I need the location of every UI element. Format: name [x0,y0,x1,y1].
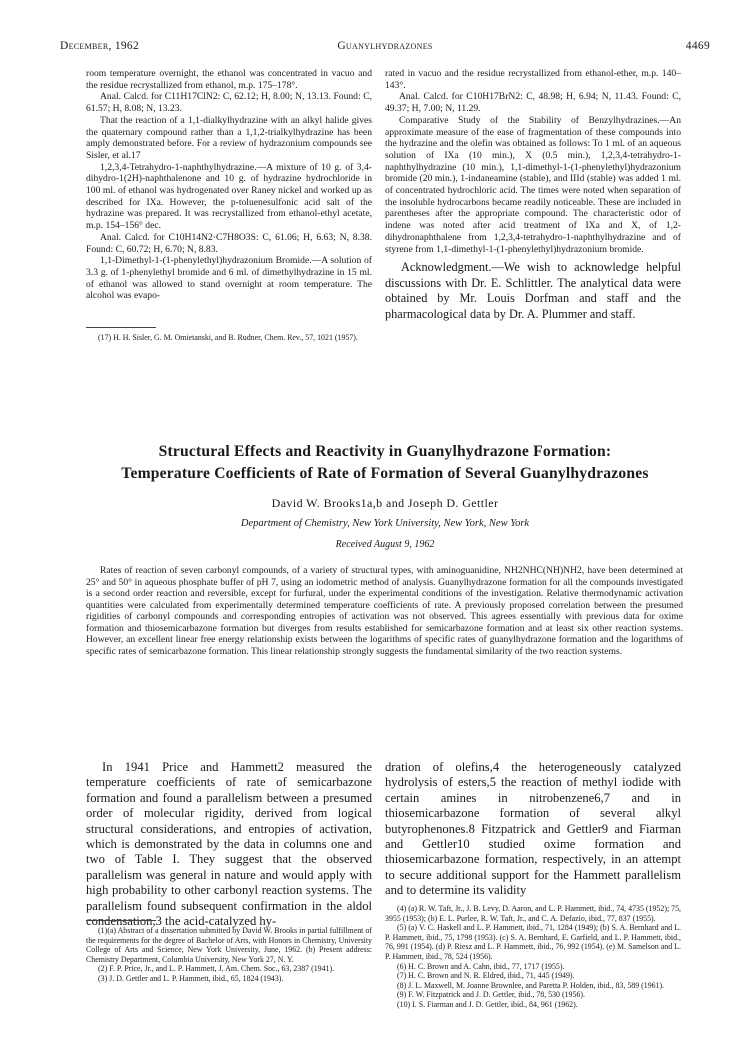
footnotes-right [385,904,681,1010]
footnote-rule [86,920,156,921]
left-footnote [86,333,372,343]
header-section: Guanylhydrazones [337,40,433,52]
footnote: (1)(a) Abstract of a dissertation submitted by David W. Brooks in partial fulfillment of the requirements for the degree of Bachelor of Arts, with Honors in Chemistry, University College of Arts and Science, New York University, June, 1962. (b) Present address: Chemistry Department, Columbia University, New York 27, N. Y. [86,926,372,964]
footnote: (4) (a) R. W. Taft, Jr., J. B. Levy, D. Aaron, and L. P. Hammett, ibid., 74, 4735 (1952); 75, 3955 (1953); (b) E. L. Purlee, R. W. Taft, Jr., and C. A. Defazio, ibid., 77, 837 (1955). [385,904,681,923]
page-number: 4469 [685,40,710,52]
header-date: December, 1962 [60,40,140,52]
acknowledgment [385,260,681,322]
received-date: Received August 9, 1962 [335,539,435,550]
article-title-line2: Temperature Coefficients of Rate of Formation of Several Guanylhydrazones [121,465,649,482]
footnote: (6) H. C. Brown and A. Cahn, ibid., 77, 1717 (1955). [397,961,565,971]
body-right [385,760,681,899]
footnotes-left [86,926,372,984]
article-authors: David W. Brooks1a,b and Joseph D. Gettler [271,496,499,510]
body-paragraph: In 1941 Price and Hammett2 measured the temperature coefficients of rate of semicarbazone formation and found a parallelism between a presumed order of molecular rigidity, derived from logical structural considerations, and entropies of activation, which is demonstrated by the data in columns one and two of Table I. They suggest that the observed parallelism was general in nature and would apply with high probability to other carbonyl reaction systems. The parallelism found subsequent confirmation in the aldol condensation,3 the acid-catalyzed hy- [86,760,372,929]
footnote: (5) (a) V. C. Haskell and L. P. Hammett, ibid., 71, 1284 (1949); (b) S. A. Bernhard and L. P. Hammett, ibid., 75, 1798 (1953). (c) S. A. Bernhard, E. Garfield, and L. P. Hammett, ibid., 76, 991 (1954). (d) P. Riesz and L. P. Hammett, ibid., 76, 992 (1954). (e) M. Samelson and L. P. Hammett, ibid., 78, 524 (1956). [385,923,681,961]
footnote-rule [86,327,156,328]
footnote: (8) J. L. Maxwell, M. Joanne Brownlee, and Paretta P. Holden, ibid., 83, 589 (1961). [397,980,665,990]
left-column [86,68,372,302]
paragraph: room temperature overnight, the ethanol was concentrated in vacuo and the residue recrystallized from ethanol, m.p. 175–178°. [86,68,372,91]
article-affiliation: Department of Chemistry, New York University, New York, New York [240,518,530,529]
footnote: (17) H. H. Sisler, G. M. Omietanski, and B. Rudner, Chem. Rev., 57, 1021 (1957). [98,333,358,342]
acknowledgment-text: Acknowledgment.—We wish to acknowledge helpful discussions with Dr. E. Schlittler. The analytical data were obtained by Mr. Louis Dorfman and staff and the pharmacological data by Dr. A. Plummer and staff. [385,260,681,321]
footnote: (9) F. W. Fitzpatrick and J. D. Gettler, ibid., 78, 530 (1956). [397,990,585,1000]
paragraph: Comparative Study of the Stability of Benzylhydrazines.—An approximate measure of the ease of fragmentation of these compounds into the hydrazine and the olefin was obtained as follows: To 1 ml. of an aqueous solution of IXa (10 min.), X (0.5 min.), 1,2,3,4-tetrahydro-1-naphthylhydrazine (10 min.), 1,1-dimethyl-1-(1-phenylethyl)hydrazonium bromide (20 min.), 1-indaneamine (stable), and IIId (stable) was added 1 ml. of concentrated hydrochloric acid. The times were noted when separation of the insoluble hydrocarbons became readily noticeable. These are included in parentheses after the appropriate compound. The characteristic odor of indene was noted after acid treatment of IXa and X, of 1,2-dihydronaphthalene from 1,2,3,4-tetrahydro-1-naphthylhydrazine and of styrene from 1,1-dimethyl-1-(1-phenylethyl)hydrazonium bromide. [385,114,681,255]
abstract: Rates of reaction of seven carbonyl compounds, of a variety of structural types, with aminoguanidine, NH2NHC(NH)NH2, have been determined at 25° and 50° in aqueous phosphate buffer of pH 7, using an iodometric method of analysis. Guanylhydrazone formation for all the compounds investigated is a second order reaction and reversible, except for furfural, under the experimental conditions of the investigation. Relative thermodynamic activation quantities were calculated from experimentally determined temperature coefficients of rate. A previously proposed correlation between the presumed rigidities of carbonyl compounds and corresponding entropies of activation was not observed. This agrees essentially with previous data for oxime formation and thiosemicarbazone formation but diverges from results established for semicarbazone formation and at least six other reaction systems. However, an excellent linear free energy relationship exists between the logarithms of specific rates of guanylhydrazone formation and the logarithms of specific rates of semicarbazone formation. This linear relationship strongly suggests the fundamental similarity of the two reaction systems. [86,565,683,657]
footnote: (10) I. S. Fiarman and J. D. Gettler, ibid., 84, 961 (1962). [397,999,578,1009]
footnote: (2) F. P. Price, Jr., and L. P. Hammett, J. Am. Chem. Soc., 63, 2387 (1941). [98,964,335,974]
article-title-line1: Structural Effects and Reactivity in Guanylhydrazone Formation: [158,443,612,460]
footnote: (7) H. C. Brown and N. R. Eldred, ibid., 71, 445 (1949). [397,971,575,981]
analysis-line: Anal. Calcd. for C11H17ClN2: C, 62.12; H, 8.00; N, 13.13. Found: C, 61.57; H, 8.08; N, 13.23. [86,91,372,115]
analysis-line: Anal. Calcd. for C10H14N2·C7H8O3S: C, 61.06; H, 6.63; N, 8.38. Found: C, 60.72; H, 6.70; N, 8.83. [86,231,372,255]
right-column [385,68,681,255]
paragraph: 1,1-Dimethyl-1-(1-phenylethyl)hydrazonium Bromide.—A solution of 3.3 g. of 1-phenylethyl bromide and 6 ml. of dimethylhydrazine in 15 ml. of ethanol was allowed to stand overnight at room temperature. The alcohol was evapo- [86,255,372,302]
footnote: (3) J. D. Gettler and L. P. Hammett, ibid., 65, 1824 (1943). [98,973,284,983]
body-paragraph: dration of olefins,4 the heterogeneously catalyzed hydrolysis of esters,5 the reaction of methyl iodide with certain amines in nitrobenzene6,7 and in thiosemicarbazone formation of several alkyl butyrophenones.8 Fitzpatrick and Gettler9 and Fiarman and Gettler10 studied oxime formation and thiosemicarbazone formation, respectively, in an attempt to secure additional support for the Hammett parallelism and to determine its validity [385,760,681,898]
paragraph: rated in vacuo and the residue recrystallized from ethanol-ether, m.p. 140–143°. [385,68,681,91]
analysis-line: Anal. Calcd. for C10H17BrN2: C, 48.98; H, 6.94; N, 11.43. Found: C, 49.37; H, 7.00; N, 11.29. [385,91,681,115]
paragraph: That the reaction of a 1,1-dialkylhydrazine with an alkyl halide gives the quaternary compound rather than a 1,1,2-trialkylhydrazine has been amply demonstrated before. For a review of hydrazonium compounds see Sisler, et al.17 [86,114,372,161]
body-left [86,760,372,929]
running-header [60,40,710,56]
paragraph: 1,2,3,4-Tetrahydro-1-naphthylhydrazine.—A mixture of 10 g. of 3,4-dihydro-1(2H)-naphthalenone and 10 g. of hydrazine hydrochloride in 100 ml. of ethanol was hydrogenated over Raney nickel and worked up as described for IXa. However, the p-toluenesulfonic acid salt of the hydrazine was prepared. It was recrystallized from ethanol-ethyl acetate, m.p. 154–156° dec. [86,161,372,232]
